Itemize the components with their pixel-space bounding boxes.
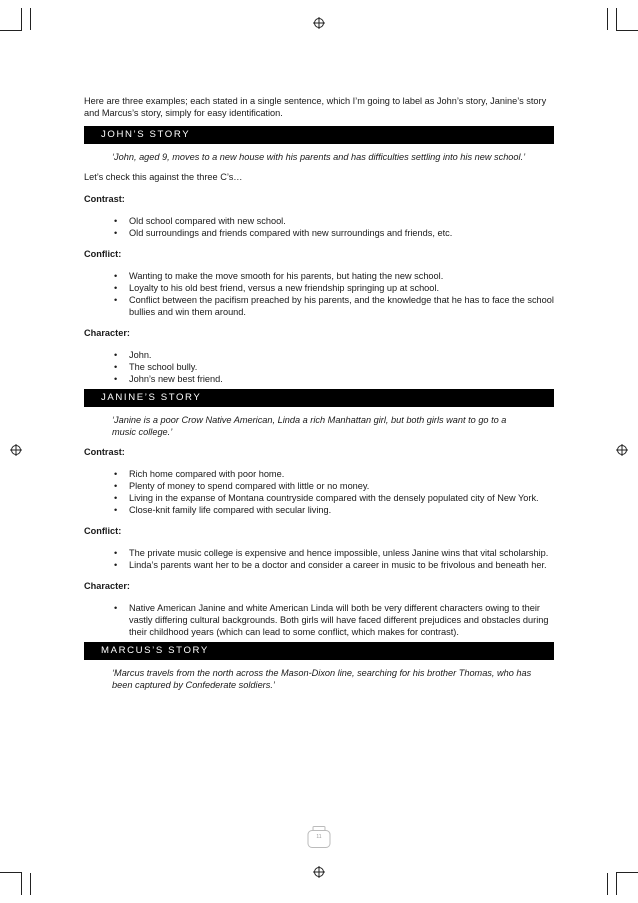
list-item: • Rich home compared with poor home. (84, 468, 554, 480)
list-item: • Old school compared with new school. (84, 215, 554, 227)
registration-mark-icon (616, 444, 628, 456)
crop-mark (616, 873, 617, 895)
list-item: • Close-knit family life compared with secular living. (84, 504, 554, 516)
list-item: • Living in the expanse of Montana countryside compared with the densely populated city of New York. (84, 492, 554, 504)
conflict-heading: Conflict: (84, 526, 122, 536)
character-heading: Character: (84, 328, 130, 338)
registration-mark-icon (313, 17, 325, 29)
list-item: • Conflict between the pacifism preached by his parents, and the knowledge that he has to face the school bullies and win them around. (84, 294, 554, 318)
section-header-janine: JANINE’S STORY (84, 389, 554, 407)
story-quote: ‘Janine is a poor Crow Native American, Linda a rich Manhattan girl, but both girls want to go to a music college.’ (112, 415, 507, 437)
contrast-list (84, 215, 554, 239)
page-number: 11 (316, 834, 322, 840)
section-header-marcus: MARCUS’S STORY (84, 642, 554, 660)
list-item: • The private music college is expensive and hence impossible, unless Janine wins that vital scholarship. (84, 547, 554, 559)
list-item: • Plenty of money to spend compared with little or no money. (84, 480, 554, 492)
crop-mark (607, 873, 608, 895)
list-item: • Loyalty to his old best friend, versus a new friendship springing up at school. (84, 282, 554, 294)
crop-mark (30, 873, 31, 895)
list-item: • Native American Janine and white American Linda will both be very different characters owing to their vastly differing cultural backgrounds. Both girls will have faced different prejudices and obstacles during their childhood years (which can lead to some conflict, which makes for contrast). (84, 602, 554, 638)
crop-mark (21, 873, 22, 895)
list-item: • John’s new best friend. (84, 373, 554, 385)
registration-mark-icon (10, 444, 22, 456)
crop-mark (0, 872, 22, 873)
list-item: • The school bully. (84, 361, 554, 373)
lead-paragraph: Let’s check this against the three C’s… (84, 172, 243, 182)
conflict-list (84, 547, 554, 571)
conflict-list (84, 270, 554, 318)
crop-mark (616, 872, 638, 873)
crop-mark (616, 30, 638, 31)
crop-mark (616, 8, 617, 30)
crop-mark (30, 8, 31, 30)
contrast-heading: Contrast: (84, 447, 125, 457)
crop-mark (0, 30, 22, 31)
character-list (84, 349, 554, 385)
page-content (84, 95, 554, 699)
conflict-heading: Conflict: (84, 249, 122, 259)
intro-paragraph: Here are three examples; each stated in a single sentence, which I’m going to label as John’s story, Janine’s story and Marcus’s story, simply for easy identification. (84, 96, 547, 118)
list-item: • Old surroundings and friends compared with new surroundings and friends, etc. (84, 227, 554, 239)
contrast-heading: Contrast: (84, 194, 125, 204)
section-header-john: JOHN’S STORY (84, 126, 554, 144)
story-quote: ‘John, aged 9, moves to a new house with his parents and has difficulties settling into his new school.’ (112, 152, 526, 162)
crop-mark (607, 8, 608, 30)
crop-mark (21, 8, 22, 30)
character-heading: Character: (84, 581, 130, 591)
registration-mark-icon (313, 866, 325, 878)
story-quote: ‘Marcus travels from the north across the Mason-Dixon line, searching for his brother Thomas, who has been captured by Confederate soldiers.’ (112, 668, 532, 690)
character-list (84, 602, 554, 638)
list-item: • Wanting to make the move smooth for his parents, but hating the new school. (84, 270, 554, 282)
contrast-list (84, 468, 554, 516)
list-item: • John. (84, 349, 554, 361)
list-item: • Linda’s parents want her to be a doctor and consider a career in music to be frivolous and beneath her. (84, 559, 554, 571)
